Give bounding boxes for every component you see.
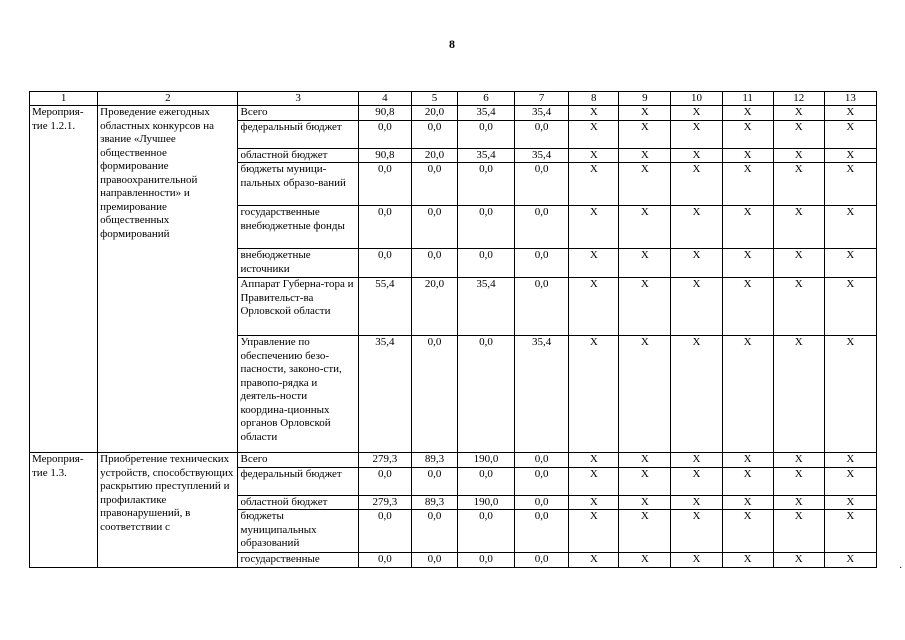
amount-cell: 0,0 bbox=[411, 336, 457, 453]
table-body bbox=[30, 106, 877, 568]
not-applicable-cell: X bbox=[773, 453, 824, 468]
not-applicable-cell: X bbox=[773, 106, 824, 121]
amount-cell: 0,0 bbox=[411, 249, 457, 278]
amount-cell: 0,0 bbox=[358, 163, 411, 206]
not-applicable-cell: X bbox=[671, 467, 722, 495]
not-applicable-cell: X bbox=[722, 120, 773, 148]
not-applicable-cell: X bbox=[569, 510, 619, 553]
not-applicable-cell: X bbox=[773, 467, 824, 495]
header-cell: 4 bbox=[358, 92, 411, 106]
header-cell: 6 bbox=[457, 92, 514, 106]
not-applicable-cell: X bbox=[773, 495, 824, 510]
amount-cell: 35,4 bbox=[358, 336, 411, 453]
not-applicable-cell: X bbox=[671, 206, 722, 249]
not-applicable-cell: X bbox=[824, 467, 876, 495]
header-cell: 12 bbox=[773, 92, 824, 106]
amount-cell: 20,0 bbox=[411, 106, 457, 121]
header-cell: 5 bbox=[411, 92, 457, 106]
not-applicable-cell: X bbox=[619, 163, 671, 206]
not-applicable-cell: X bbox=[722, 278, 773, 336]
not-applicable-cell: X bbox=[671, 278, 722, 336]
financing-table bbox=[29, 91, 877, 568]
not-applicable-cell: X bbox=[619, 510, 671, 553]
funding-source-cell: внебюджетные источники bbox=[238, 249, 358, 278]
not-applicable-cell: X bbox=[824, 163, 876, 206]
funding-source-cell: федеральный бюджет bbox=[238, 120, 358, 148]
amount-cell: 0,0 bbox=[358, 249, 411, 278]
not-applicable-cell: X bbox=[671, 510, 722, 553]
not-applicable-cell: X bbox=[569, 553, 619, 568]
amount-cell: 0,0 bbox=[411, 120, 457, 148]
amount-cell: 0,0 bbox=[457, 510, 514, 553]
amount-cell: 35,4 bbox=[515, 106, 569, 121]
not-applicable-cell: X bbox=[722, 495, 773, 510]
not-applicable-cell: X bbox=[773, 336, 824, 453]
not-applicable-cell: X bbox=[569, 278, 619, 336]
not-applicable-cell: X bbox=[671, 453, 722, 468]
amount-cell: 89,3 bbox=[411, 453, 457, 468]
not-applicable-cell: X bbox=[722, 553, 773, 568]
not-applicable-cell: X bbox=[569, 453, 619, 468]
page-number: 8 bbox=[449, 37, 455, 51]
amount-cell: 0,0 bbox=[411, 510, 457, 553]
header-cell: 2 bbox=[98, 92, 238, 106]
amount-cell: 35,4 bbox=[457, 278, 514, 336]
amount-cell: 20,0 bbox=[411, 148, 457, 163]
funding-source-cell: федеральный бюджет bbox=[238, 467, 358, 495]
funding-source-cell: областной бюджет bbox=[238, 495, 358, 510]
amount-cell: 0,0 bbox=[358, 467, 411, 495]
amount-cell: 0,0 bbox=[457, 163, 514, 206]
header-row bbox=[30, 92, 877, 106]
amount-cell: 0,0 bbox=[411, 553, 457, 568]
amount-cell: 0,0 bbox=[515, 120, 569, 148]
not-applicable-cell: X bbox=[773, 163, 824, 206]
not-applicable-cell: X bbox=[619, 106, 671, 121]
amount-cell: 0,0 bbox=[515, 278, 569, 336]
not-applicable-cell: X bbox=[619, 278, 671, 336]
not-applicable-cell: X bbox=[824, 120, 876, 148]
measure-title-cell: Приобретение технических устройств, способствующих раскрытию преступлений и профилактике правонарушений, в соответствии с bbox=[98, 453, 238, 568]
not-applicable-cell: X bbox=[619, 495, 671, 510]
not-applicable-cell: X bbox=[773, 206, 824, 249]
not-applicable-cell: X bbox=[722, 467, 773, 495]
not-applicable-cell: X bbox=[671, 249, 722, 278]
measure-title-cell: Проведение ежегодных областных конкурсов на звание «Лучшее общественное формирование правоохранительной направленности» и премирование общественных формирований bbox=[98, 106, 238, 453]
amount-cell: 90,8 bbox=[358, 148, 411, 163]
not-applicable-cell: X bbox=[569, 336, 619, 453]
amount-cell: 279,3 bbox=[358, 453, 411, 468]
not-applicable-cell: X bbox=[773, 148, 824, 163]
not-applicable-cell: X bbox=[722, 148, 773, 163]
amount-cell: 190,0 bbox=[457, 495, 514, 510]
not-applicable-cell: X bbox=[824, 206, 876, 249]
not-applicable-cell: X bbox=[824, 453, 876, 468]
amount-cell: 0,0 bbox=[411, 206, 457, 249]
not-applicable-cell: X bbox=[773, 510, 824, 553]
funding-source-cell: бюджеты муниципальных образований bbox=[238, 510, 358, 553]
not-applicable-cell: X bbox=[671, 336, 722, 453]
not-applicable-cell: X bbox=[569, 106, 619, 121]
not-applicable-cell: X bbox=[671, 163, 722, 206]
amount-cell: 279,3 bbox=[358, 495, 411, 510]
header-cell: 9 bbox=[619, 92, 671, 106]
not-applicable-cell: X bbox=[722, 249, 773, 278]
not-applicable-cell: X bbox=[773, 553, 824, 568]
not-applicable-cell: X bbox=[569, 163, 619, 206]
amount-cell: 0,0 bbox=[515, 495, 569, 510]
funding-source-cell: Всего bbox=[238, 106, 358, 121]
not-applicable-cell: X bbox=[824, 148, 876, 163]
not-applicable-cell: X bbox=[619, 336, 671, 453]
amount-cell: 0,0 bbox=[515, 453, 569, 468]
amount-cell: 0,0 bbox=[457, 553, 514, 568]
amount-cell: 0,0 bbox=[411, 467, 457, 495]
amount-cell: 0,0 bbox=[457, 206, 514, 249]
not-applicable-cell: X bbox=[619, 553, 671, 568]
funding-source-cell: Аппарат Губерна-тора и Правительст-ва Орловской области bbox=[238, 278, 358, 336]
amount-cell: 0,0 bbox=[358, 120, 411, 148]
edge-mark: · bbox=[899, 563, 903, 574]
amount-cell: 35,4 bbox=[515, 148, 569, 163]
not-applicable-cell: X bbox=[824, 553, 876, 568]
not-applicable-cell: X bbox=[671, 553, 722, 568]
not-applicable-cell: X bbox=[824, 106, 876, 121]
table-row bbox=[30, 453, 877, 468]
not-applicable-cell: X bbox=[619, 467, 671, 495]
header-cell: 10 bbox=[671, 92, 722, 106]
amount-cell: 0,0 bbox=[515, 553, 569, 568]
not-applicable-cell: X bbox=[773, 249, 824, 278]
not-applicable-cell: X bbox=[824, 249, 876, 278]
funding-source-cell: государственные внебюджетные фонды bbox=[238, 206, 358, 249]
not-applicable-cell: X bbox=[722, 106, 773, 121]
not-applicable-cell: X bbox=[619, 148, 671, 163]
amount-cell: 0,0 bbox=[411, 163, 457, 206]
amount-cell: 0,0 bbox=[515, 249, 569, 278]
amount-cell: 0,0 bbox=[358, 206, 411, 249]
not-applicable-cell: X bbox=[569, 249, 619, 278]
not-applicable-cell: X bbox=[671, 106, 722, 121]
funding-source-cell: бюджеты муници-пальных образо-ваний bbox=[238, 163, 358, 206]
header-cell: 8 bbox=[569, 92, 619, 106]
amount-cell: 0,0 bbox=[358, 553, 411, 568]
amount-cell: 0,0 bbox=[457, 120, 514, 148]
funding-source-cell: государственные bbox=[238, 553, 358, 568]
not-applicable-cell: X bbox=[722, 336, 773, 453]
not-applicable-cell: X bbox=[619, 120, 671, 148]
not-applicable-cell: X bbox=[569, 495, 619, 510]
not-applicable-cell: X bbox=[619, 249, 671, 278]
amount-cell: 35,4 bbox=[515, 336, 569, 453]
amount-cell: 0,0 bbox=[515, 510, 569, 553]
amount-cell: 0,0 bbox=[457, 336, 514, 453]
amount-cell: 0,0 bbox=[358, 510, 411, 553]
amount-cell: 0,0 bbox=[515, 206, 569, 249]
header-cell: 3 bbox=[238, 92, 358, 106]
not-applicable-cell: X bbox=[671, 495, 722, 510]
not-applicable-cell: X bbox=[619, 206, 671, 249]
not-applicable-cell: X bbox=[722, 510, 773, 553]
not-applicable-cell: X bbox=[671, 148, 722, 163]
amount-cell: 0,0 bbox=[515, 467, 569, 495]
funding-source-cell: Всего bbox=[238, 453, 358, 468]
header-cell: 11 bbox=[722, 92, 773, 106]
amount-cell: 190,0 bbox=[457, 453, 514, 468]
not-applicable-cell: X bbox=[824, 510, 876, 553]
amount-cell: 55,4 bbox=[358, 278, 411, 336]
not-applicable-cell: X bbox=[722, 163, 773, 206]
not-applicable-cell: X bbox=[824, 278, 876, 336]
amount-cell: 0,0 bbox=[457, 249, 514, 278]
header-cell: 7 bbox=[515, 92, 569, 106]
amount-cell: 20,0 bbox=[411, 278, 457, 336]
not-applicable-cell: X bbox=[619, 453, 671, 468]
not-applicable-cell: X bbox=[722, 206, 773, 249]
not-applicable-cell: X bbox=[569, 148, 619, 163]
funding-source-cell: областной бюджет bbox=[238, 148, 358, 163]
header-cell: 13 bbox=[824, 92, 876, 106]
measure-id-cell: Мероприя-тие 1.2.1. bbox=[30, 106, 98, 453]
not-applicable-cell: X bbox=[722, 453, 773, 468]
not-applicable-cell: X bbox=[773, 120, 824, 148]
not-applicable-cell: X bbox=[569, 467, 619, 495]
amount-cell: 0,0 bbox=[457, 467, 514, 495]
measure-id-cell: Мероприя-тие 1.3. bbox=[30, 453, 98, 568]
amount-cell: 35,4 bbox=[457, 148, 514, 163]
header-cell: 1 bbox=[30, 92, 98, 106]
not-applicable-cell: X bbox=[824, 336, 876, 453]
not-applicable-cell: X bbox=[569, 206, 619, 249]
not-applicable-cell: X bbox=[824, 495, 876, 510]
amount-cell: 0,0 bbox=[515, 163, 569, 206]
amount-cell: 35,4 bbox=[457, 106, 514, 121]
amount-cell: 90,8 bbox=[358, 106, 411, 121]
amount-cell: 89,3 bbox=[411, 495, 457, 510]
table-row bbox=[30, 106, 877, 121]
funding-source-cell: Управление по обеспечению безо-пасности, законо-сти, правопо-рядка и деятель-ности координа-ционных органов Орловской области bbox=[238, 336, 358, 453]
not-applicable-cell: X bbox=[671, 120, 722, 148]
not-applicable-cell: X bbox=[773, 278, 824, 336]
not-applicable-cell: X bbox=[569, 120, 619, 148]
